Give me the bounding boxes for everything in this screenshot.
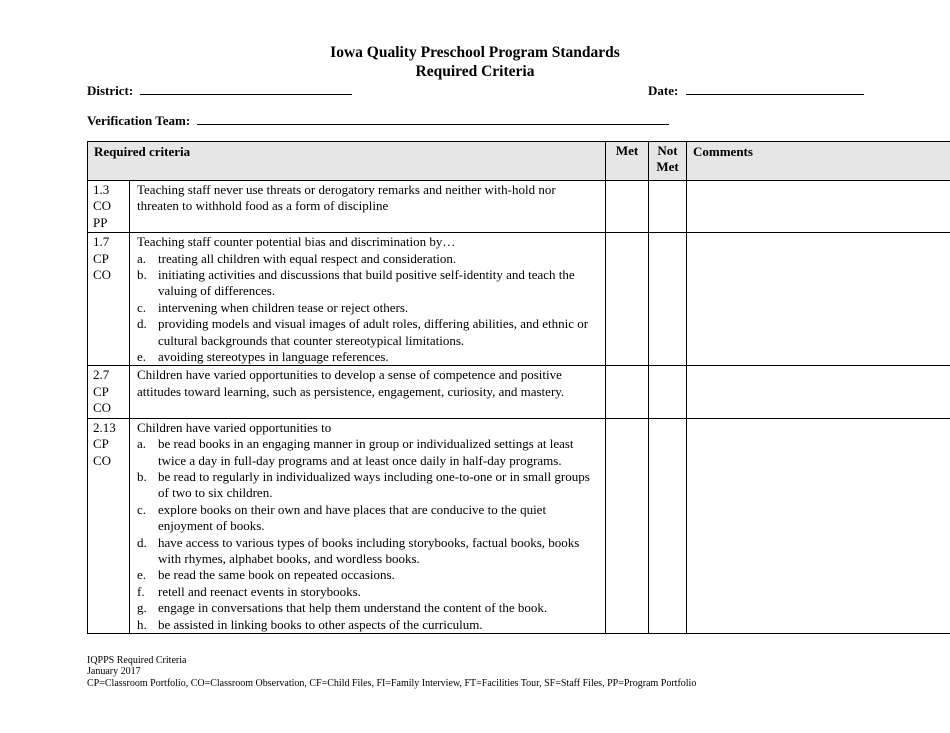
document-subtitle: Required Criteria [415,63,535,80]
item-letter: g. [137,600,147,616]
list-item [137,436,600,469]
table-row [88,233,950,366]
code-source: CO [93,400,112,416]
code-source: PP [93,214,108,230]
item-letter: d. [137,534,147,550]
met-cell[interactable] [606,366,649,418]
list-item [137,267,600,300]
criteria-table [87,141,950,634]
verification-team-label: Verification Team: [87,113,191,128]
item-letter: c. [137,501,147,517]
footer-date: January 2017 [87,666,141,678]
not-met-cell[interactable] [649,181,687,233]
item-text: engage in conversations that help them understand the content of the book. [158,600,548,616]
code-number: 1.3 [93,182,110,197]
document-title: Iowa Quality Preschool Program Standards [330,44,620,61]
item-letter: f. [137,583,145,599]
item-letter: e. [137,567,147,583]
not-met-cell[interactable] [649,418,687,633]
list-item [137,535,600,568]
not-met-cell[interactable] [649,366,687,418]
list-item [137,584,600,600]
comments-cell[interactable] [687,418,950,633]
criteria-text [130,233,606,366]
table-row [88,418,950,633]
table-row [88,181,950,233]
criteria-text [130,181,606,233]
header-required-criteria: Required criteria [88,142,606,181]
item-letter: h. [137,616,147,632]
date-label: Date: [648,83,679,98]
item-letter: a. [137,250,147,266]
table-header-row [88,142,950,181]
criteria-intro: Children have varied opportunities to develop a sense of competence and positive attitudes toward learning, such as persistence, engagement, curiosity, and mastery. [137,367,565,399]
comments-cell[interactable] [687,233,950,366]
header-not-met [649,142,687,181]
item-text: have access to various types of books including storybooks, factual books, books with rhymes, alphabet books, and wordless books. [158,534,580,566]
footer-doc-name: IQPPS Required Criteria [87,655,187,666]
code-source: CP [93,383,109,399]
district-field [87,82,352,99]
criteria-code [88,366,130,418]
met-cell[interactable] [606,181,649,233]
item-text: initiating activities and discussions that build positive self-identity and teach the valuing of differences. [158,267,575,299]
verification-team-input-line[interactable] [197,112,669,125]
code-source: CP [93,250,109,266]
code-source: CO [93,198,112,214]
not-met-cell[interactable] [649,233,687,366]
item-letter: b. [137,267,147,283]
list-item [137,316,600,349]
header-not-met-line1: Not [657,143,678,158]
code-source: CO [93,452,112,468]
header-met: Met [606,142,649,181]
met-cell[interactable] [606,233,649,366]
comments-cell[interactable] [687,366,950,418]
item-text: explore books on their own and have places that are conducive to the quiet enjoyment of books. [158,501,547,534]
item-text: treating all children with equal respect and consideration. [158,250,457,266]
district-input-line[interactable] [140,82,352,95]
item-text: be read the same book on repeated occasions. [158,567,395,583]
item-text: be assisted in linking books to other aspects of the curriculum. [158,616,483,632]
footer-legend: CP=Classroom Portfolio, CO=Classroom Observation, CF=Child Files, FI=Family Interview, FT=Facilities Tour, SF=Staff Files, PP=Program Portfolio [87,677,697,689]
code-number: 2.13 [93,419,116,435]
item-letter: e. [137,349,147,365]
item-text: be read books in an engaging manner in group or individualized settings at least twice a day in full-day programs and at least once daily in half-day programs. [158,436,574,468]
item-text: intervening when children tease or reject others. [158,299,409,315]
criteria-intro: Teaching staff never use threats or derogatory remarks and neither with-hold nor threaten to withhold food as a form of discipline [137,182,556,214]
item-letter: d. [137,316,147,332]
met-cell[interactable] [606,418,649,633]
item-text: retell and reenact events in storybooks. [158,583,361,599]
date-input-line[interactable] [686,82,864,95]
item-text: avoiding stereotypes in language references. [158,349,389,365]
item-letter: a. [137,436,147,452]
item-letter: c. [137,299,147,315]
list-item [137,617,600,633]
district-label: District: [87,83,134,98]
item-text: be read to regularly in individualized ways including one-to-one or in small groups of two to six children. [158,468,590,501]
criteria-code [88,233,130,366]
list-item [137,251,600,267]
item-text: providing models and visual images of adult roles, differing abilities, and ethnic or cultural backgrounds that counter stereotypical limitations. [158,316,589,348]
code-source: CP [93,436,109,452]
date-field [648,82,864,99]
criteria-text [130,366,606,418]
code-number: 1.7 [93,234,110,250]
list-item [137,600,600,616]
criteria-code [88,418,130,633]
item-letter: b. [137,468,147,484]
comments-cell[interactable] [687,181,950,233]
code-number: 2.7 [93,367,110,383]
list-item [137,300,600,316]
criteria-code [88,181,130,233]
criteria-text [130,418,606,633]
list-item [137,469,600,502]
criteria-intro: Teaching staff counter potential bias and discrimination by… [137,234,456,250]
code-source: CO [93,267,112,283]
list-item [137,567,600,583]
page-footer [87,655,696,689]
header-comments: Comments [687,142,950,181]
criteria-intro: Children have varied opportunities to [137,419,332,435]
verification-team-field [87,112,669,129]
table-row [88,366,950,418]
header-not-met-line2: Met [656,159,679,175]
list-item [137,349,600,365]
list-item [137,502,600,535]
